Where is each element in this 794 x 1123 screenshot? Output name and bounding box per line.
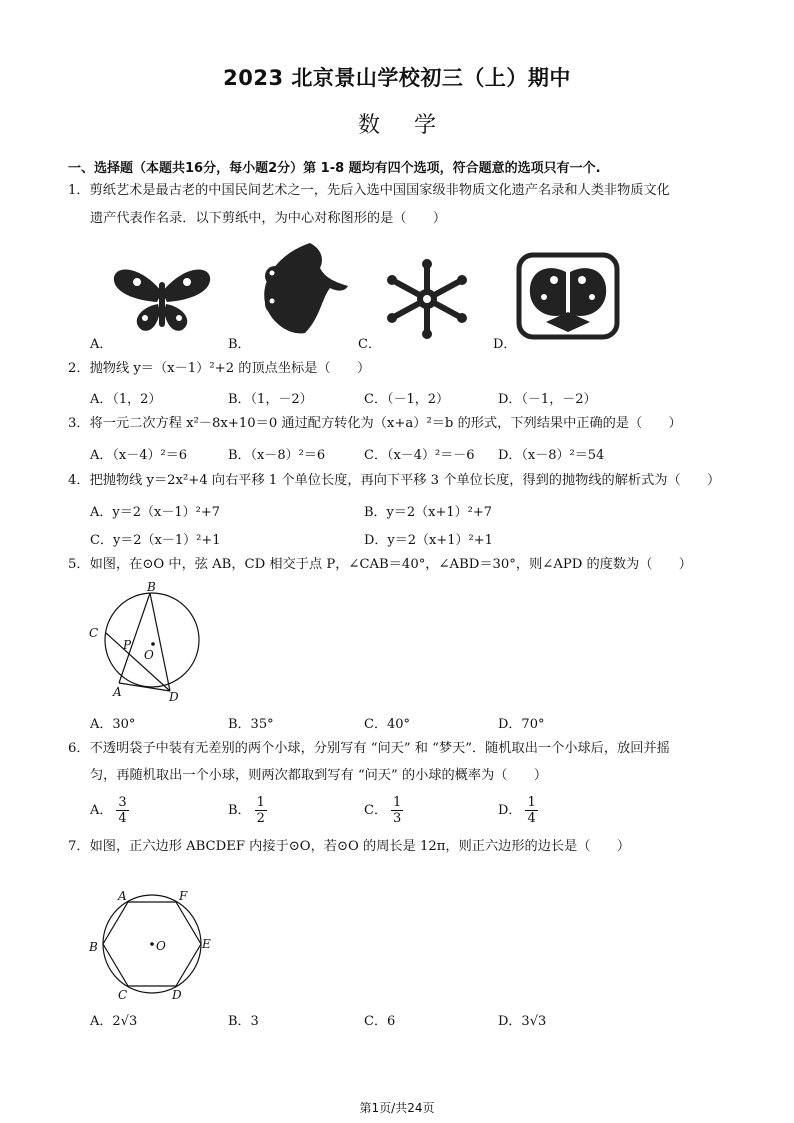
q7-label-d: D <box>172 988 182 1002</box>
q6-option-d: D． $\frac{1}{4}$ <box>498 795 536 826</box>
q4-option-b: B．y＝2（x+1）²+7 <box>364 505 493 520</box>
q5-option-a: A．30° <box>90 717 136 732</box>
q4-option-a: A．y＝2（x－1）²+7 <box>90 505 220 520</box>
q5-circle-figure <box>86 580 208 702</box>
q7-option-b: B．3 <box>228 1014 259 1029</box>
q5-label-p: P <box>123 638 132 652</box>
q3-option-d: D．（x－8）²＝54 <box>498 448 605 463</box>
q6-option-c: C． $\frac{1}{3}$ <box>364 795 402 826</box>
q5-stem: 5．如图，在⊙O 中，弦 AB，CD 相交于点 P，∠CAB＝40°，∠ABD＝30°，则∠APD 的度数为（ ） <box>68 557 692 572</box>
q1-option-b: B． <box>228 337 251 352</box>
page-title: 2023 北京景山学校初三（上）期中 <box>223 66 571 90</box>
snowflake-papercut-image <box>378 256 476 342</box>
q6-stem-line1: 6．不透明袋子中装有无差别的两个小球，分别写有 “问天” 和 “梦天”．随机取出一个小球后，放回并摇 <box>68 741 670 756</box>
fraction: $\frac{3}{4}$ <box>118 795 127 826</box>
q3-option-c: C．（x－4）²＝－6 <box>364 448 475 463</box>
q7-option-d: D．3√3 <box>498 1014 547 1029</box>
q1-stem-line1: 1．剪纸艺术是最古老的中国民间艺术之一，先后入选中国国家级非物质文化遗产名录和人类非物质文化 <box>68 183 670 198</box>
section-heading: 一、选择题（本题共16分，每小题2分）第 1-8 题均有四个选项，符合题意的选项只有一个. <box>68 161 601 176</box>
q2-option-a: A．（1，2） <box>90 392 162 407</box>
q1-option-c: C． <box>358 337 381 352</box>
q5-label-a: A <box>113 685 122 699</box>
q6-stem-line2: 匀，再随机取出一个小球，则两次都取到写有 “问天” 的小球的概率为（ ） <box>90 768 548 783</box>
q3-option-a: A．（x－4）²＝6 <box>90 448 187 463</box>
q3-stem: 3．将一元二次方程 x²－8x+10＝0 通过配方转化为（x+a）²＝b 的形式，下列结果中正确的是（ ） <box>68 416 682 431</box>
fraction: $\frac{1}{4}$ <box>527 795 536 826</box>
q5-label-b: B <box>147 580 156 594</box>
q7-hexagon-figure <box>86 888 216 1004</box>
butterfly-papercut-image <box>112 262 212 340</box>
q7-label-b: B <box>89 940 98 954</box>
q2-option-d: D．（－1，－2） <box>498 392 597 407</box>
q7-label-a: A <box>118 889 127 903</box>
swallow-papercut-image <box>250 238 350 340</box>
q7-option-c: C．6 <box>364 1014 396 1029</box>
q5-label-d: D <box>169 690 179 702</box>
q5-option-d: D．70° <box>498 717 545 732</box>
q3-option-b: B．（x－8）²＝6 <box>228 448 326 463</box>
fish-papercut-image <box>516 252 620 340</box>
q6-option-b: B． $\frac{1}{2}$ <box>228 795 265 826</box>
subject-title: 数学 <box>357 113 470 138</box>
q5-label-o: O <box>144 648 154 662</box>
q7-label-f: F <box>179 889 188 903</box>
q4-stem: 4．把抛物线 y＝2x²+4 向右平移 1 个单位长度，再向下平移 3 个单位长度，得到的抛物线的解析式为（ ） <box>68 473 721 488</box>
q7-option-a: A．2√3 <box>90 1014 138 1029</box>
q4-option-d: D．y＝2（x+1）²+1 <box>364 533 493 548</box>
q1-option-a: A． <box>90 337 113 352</box>
q6-option-a: A． $\frac{3}{4}$ <box>90 795 127 826</box>
q4-option-c: C．y＝2（x－1）²+1 <box>90 533 221 548</box>
q2-stem: 2．抛物线 y＝（x－1）²+2 的顶点坐标是（ ） <box>68 361 371 376</box>
q2-option-c: C．（－1，2） <box>364 392 449 407</box>
q5-option-b: B．35° <box>228 717 274 732</box>
fraction: $\frac{1}{2}$ <box>256 795 265 826</box>
q5-option-c: C．40° <box>364 717 410 732</box>
q7-label-c: C <box>118 988 128 1002</box>
q5-label-c: C <box>89 626 99 640</box>
q7-label-o: O <box>156 939 166 953</box>
q7-stem: 7．如图，正六边形 ABCDEF 内接于⊙O，若⊙O 的周长是 12π，则正六边形的边长是（ ） <box>68 839 631 854</box>
page-number-footer: 第1页/共24页 <box>359 1101 435 1115</box>
q1-option-d: D． <box>493 337 517 352</box>
fraction: $\frac{1}{3}$ <box>392 795 402 826</box>
q7-label-e: E <box>202 937 211 951</box>
q2-option-b: B．（1，－2） <box>228 392 313 407</box>
q1-stem-line2: 遗产代表作名录．以下剪纸中，为中心对称图形的是（ ） <box>90 211 447 226</box>
